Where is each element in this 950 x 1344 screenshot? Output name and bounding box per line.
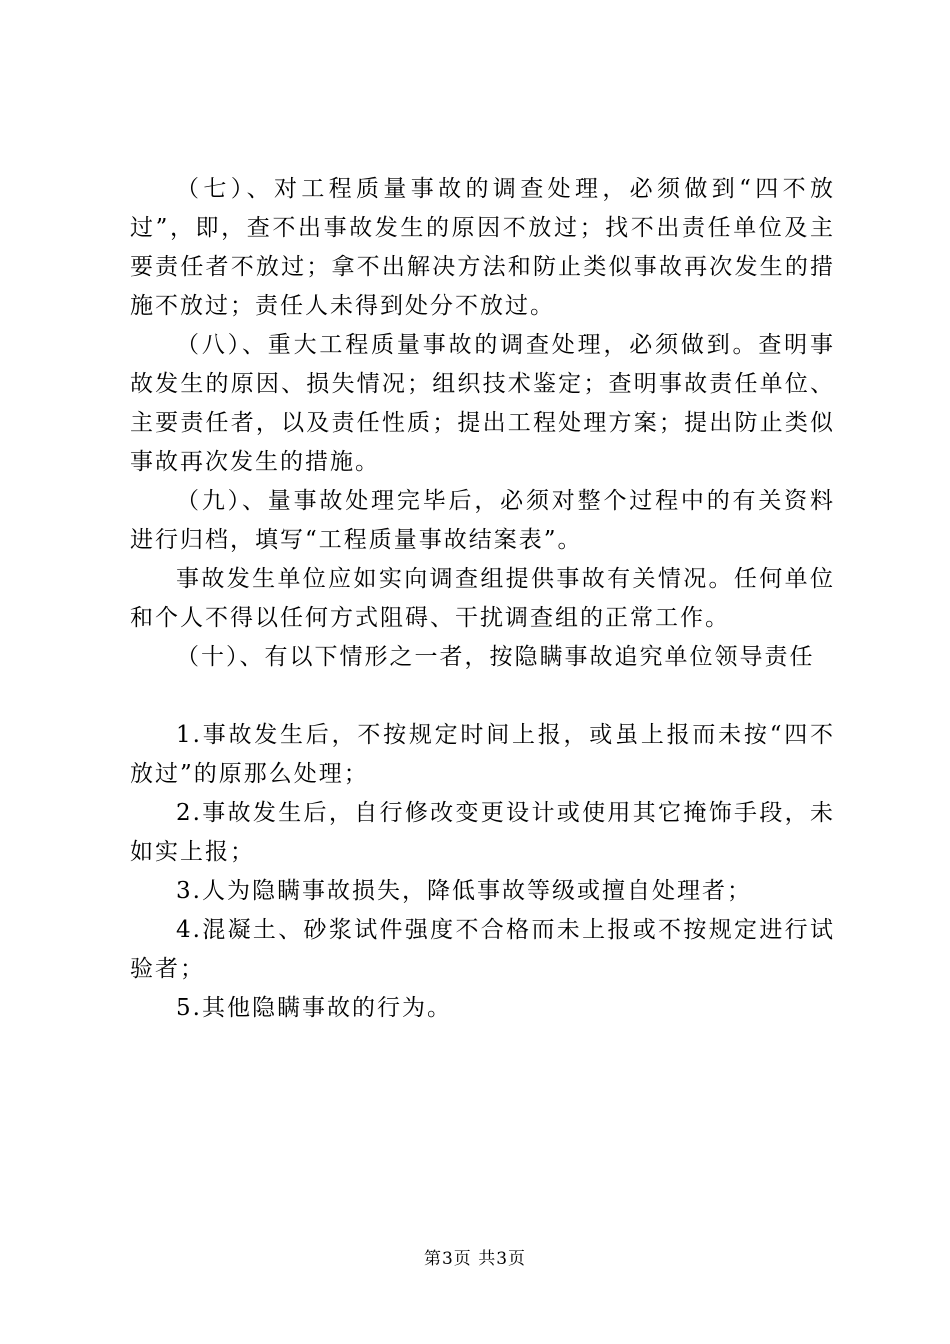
list-item-4: 4.混凝土、砂浆试件强度不合格而未上报或不按规定进行试验者；: [130, 917, 835, 982]
list-item-3: 3.人为隐瞒事故损失，降低事故等级或擅自处理者；: [176, 878, 752, 904]
page-number-footer: 第3页 共3页: [423, 1249, 527, 1269]
list-item-2: 2.事故发生后，自行修改变更设计或使用其它掩饰手段，未如实上报；: [130, 800, 835, 865]
paragraph-7: （七）、对工程质量事故的调查处理，必须做到“四不放过”，即，查不出事故发生的原因不放过；找不出责任单位及主要责任者不放过；拿不出解决方法和防止类似事故再次发生的措施不放过；责任人未得到处分不放过。: [130, 176, 835, 319]
document-body: [130, 170, 835, 1028]
paragraph-9: （九）、量事故处理完毕后，必须对整个过程中的有关资料进行归档，填写“工程质量事故结案表”。: [130, 488, 835, 553]
list-item-1: 1.事故发生后，不按规定时间上报，或虽上报而未按“四不放过”的原那么处理；: [130, 722, 835, 787]
paragraph-10: （十）、有以下情形之一者，按隐瞒事故追究单位领导责任: [176, 644, 815, 670]
paragraph-cooperation: 事故发生单位应如实向调查组提供事故有关情况。任何单位和个人不得以任何方式阻碍、干扰调查组的正常工作。: [130, 566, 835, 631]
blank-line: [130, 677, 835, 716]
list-item-5: 5.其他隐瞒事故的行为。: [176, 995, 452, 1021]
paragraph-8: （八）、重大工程质量事故的调查处理，必须做到。查明事故发生的原因、损失情况；组织技术鉴定；查明事故责任单位、主要责任者，以及责任性质；提出工程处理方案；提出防止类似事故再次发生的措施。: [130, 332, 835, 475]
